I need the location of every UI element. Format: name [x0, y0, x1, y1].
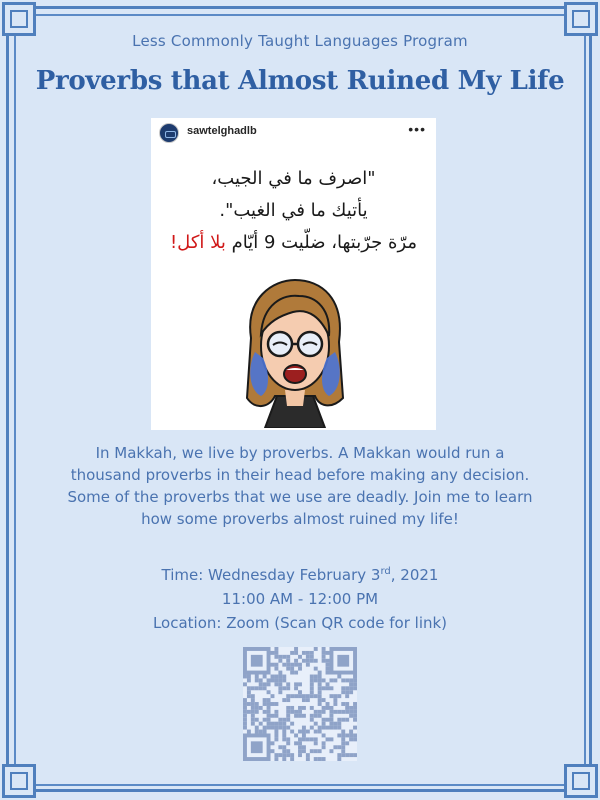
- crying-woman-emoji: [233, 278, 357, 428]
- event-date-prefix: Time: Wednesday February 3: [161, 566, 381, 584]
- arabic-line-2: يأتيك ما في الغيب".: [219, 200, 368, 221]
- event-location: Location: Zoom (Scan QR code for link): [152, 614, 448, 632]
- post-header: [151, 118, 436, 146]
- qr-code[interactable]: [243, 647, 357, 761]
- profile-avatar-icon: [159, 123, 179, 143]
- corner-ornament: [564, 2, 598, 36]
- more-options-icon: •••: [408, 121, 426, 137]
- corner-ornament: [2, 764, 36, 798]
- arabic-line-3-main: مرّة جرّبتها، ضلّيت 9 أيّام: [225, 232, 418, 253]
- instagram-post: [151, 118, 436, 430]
- corner-ornament: [564, 764, 598, 798]
- corner-ornament: [2, 2, 36, 36]
- event-date-sup: rd: [380, 566, 391, 577]
- arabic-line-1: "اصرف ما في الجيب،: [211, 168, 376, 189]
- event-date: [0, 566, 600, 584]
- arabic-line-3-red: بلا أكل!: [169, 232, 226, 253]
- program-name: Less Commonly Taught Languages Program: [132, 32, 468, 50]
- event-date-suffix: , 2021: [390, 566, 439, 584]
- post-username: sawtelghadlb: [187, 125, 257, 137]
- event-hours: 11:00 AM - 12:00 PM: [221, 590, 379, 608]
- event-description: In Makkah, we live by proverbs. A Makkan would run a thousand proverbs in their head before making any decision. Some of the proverbs that we use are deadly. Join me to learn how some proverbs almost ruined my life!: [67, 444, 533, 528]
- arabic-line-3: [151, 232, 436, 253]
- page-title: Proverbs that Almost Ruined My Life: [35, 66, 565, 96]
